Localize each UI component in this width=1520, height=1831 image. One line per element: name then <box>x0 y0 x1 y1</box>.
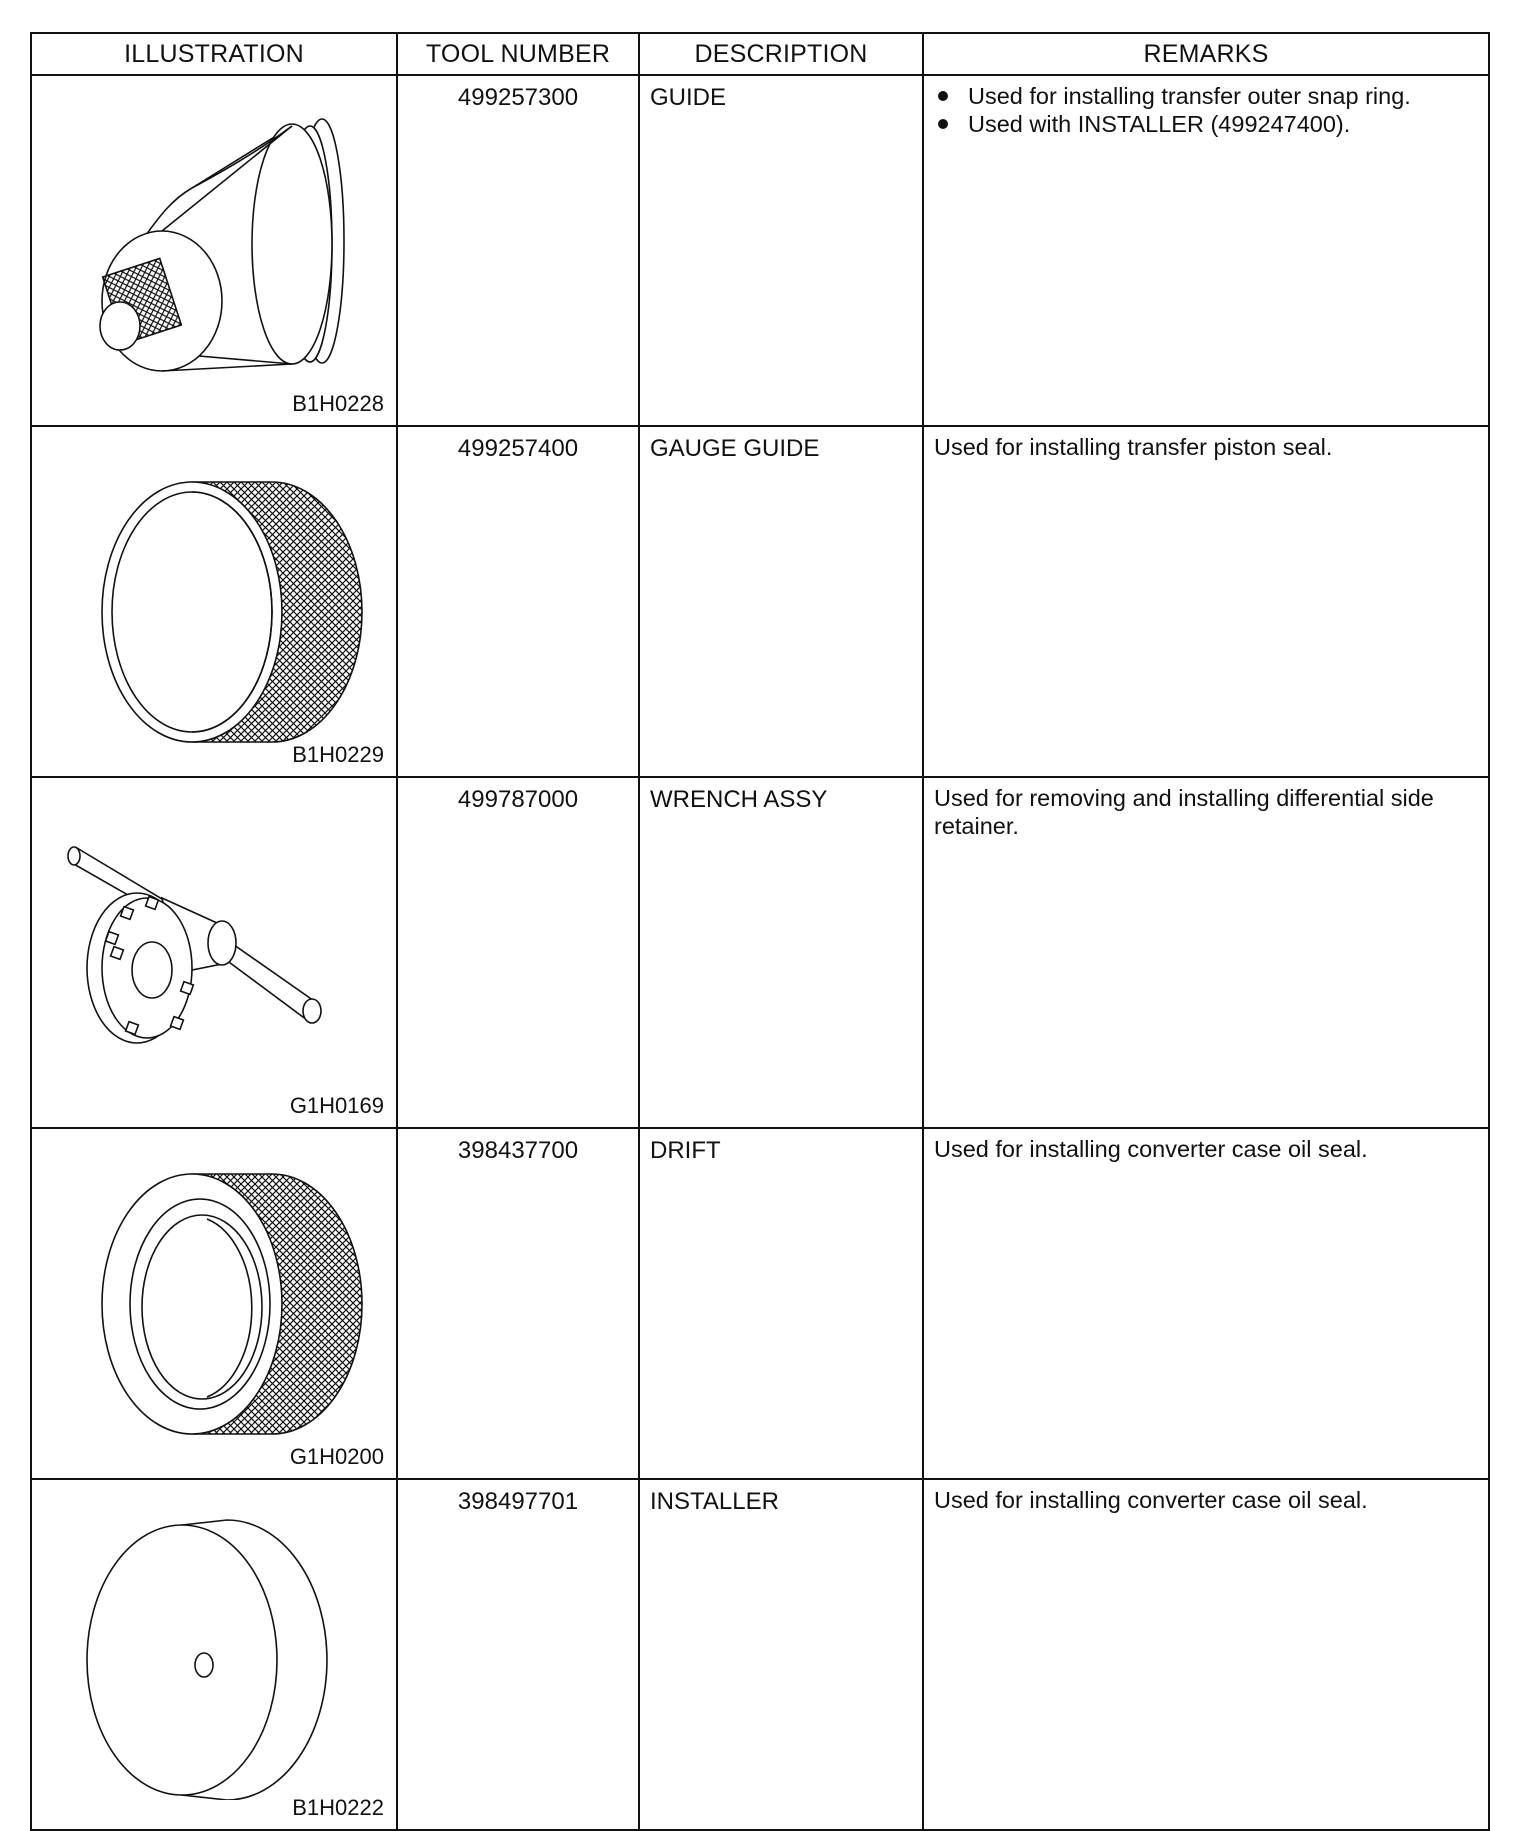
description: WRENCH ASSY <box>639 777 923 1128</box>
table-row <box>31 1128 1489 1479</box>
table-row <box>31 777 1489 1128</box>
table-row <box>31 75 1489 426</box>
illustration-code: G1H0169 <box>289 1093 384 1118</box>
header-row <box>31 33 1489 75</box>
description: GAUGE GUIDE <box>639 426 923 777</box>
remarks: Used for installing transfer piston seal. <box>923 426 1489 777</box>
illustration-code: B1H0222 <box>292 1795 384 1820</box>
tool-number: 499787000 <box>397 777 639 1128</box>
header-illustration: ILLUSTRATION <box>31 33 397 75</box>
table-row <box>31 1479 1489 1830</box>
illustration-cell <box>31 1479 397 1830</box>
drift-illustration <box>52 1149 382 1449</box>
special-tools-table <box>30 32 1490 1831</box>
description: DRIFT <box>639 1128 923 1479</box>
installer-illustration <box>52 1500 382 1800</box>
remarks-item: Used for installing transfer outer snap ring. <box>934 82 1478 110</box>
tool-number: 499257400 <box>397 426 639 777</box>
illustration-code: B1H0228 <box>292 391 384 416</box>
table-row <box>31 426 1489 777</box>
remarks: Used for installing converter case oil seal. <box>923 1128 1489 1479</box>
bullet-icon <box>938 91 948 101</box>
gauge-guide-illustration <box>52 447 382 747</box>
description: GUIDE <box>639 75 923 426</box>
guide-illustration <box>52 96 382 396</box>
illustration-code: B1H0229 <box>292 742 384 767</box>
header-description: DESCRIPTION <box>639 33 923 75</box>
illustration-cell <box>31 1128 397 1479</box>
remarks: Used for installing converter case oil seal. <box>923 1479 1489 1830</box>
remarks <box>923 75 1489 426</box>
illustration-cell <box>31 777 397 1128</box>
illustration-cell <box>31 426 397 777</box>
tool-number: 398437700 <box>397 1128 639 1479</box>
header-tool-number: TOOL NUMBER <box>397 33 639 75</box>
remarks: Used for removing and installing differential side retainer. <box>923 777 1489 1128</box>
remarks-item: Used with INSTALLER (499247400). <box>934 110 1478 138</box>
illustration-cell <box>31 75 397 426</box>
tool-number: 398497701 <box>397 1479 639 1830</box>
bullet-icon <box>938 119 948 129</box>
wrench-assy-illustration <box>52 798 382 1098</box>
illustration-code: G1H0200 <box>289 1444 384 1469</box>
tool-number: 499257300 <box>397 75 639 426</box>
description: INSTALLER <box>639 1479 923 1830</box>
remarks-list <box>934 82 1478 138</box>
header-remarks: REMARKS <box>923 33 1489 75</box>
